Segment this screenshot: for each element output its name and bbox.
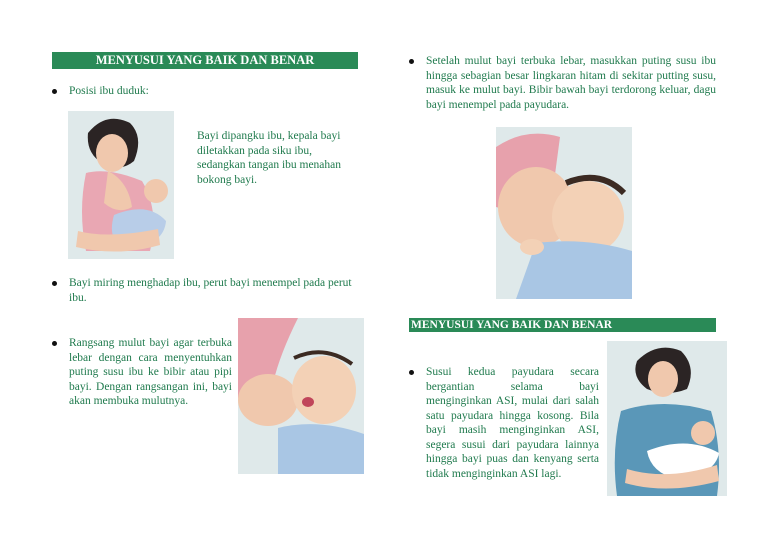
left-heading: MENYUSUI YANG BAIK DAN BENAR: [95, 53, 315, 67]
bullet-text: Rangsang mulut bayi agar terbuka lebar dengan cara menyentuhkan puting susu ibu ke bibir atau pipi bayi. Dengan rangsangan ini, bayi akan membuka mulutnya.: [69, 337, 232, 407]
bullet-dot: [52, 341, 57, 346]
right-heading-banner: [409, 318, 716, 332]
baby-rooting-illustration: [238, 318, 364, 474]
bullet-text: Posisi ibu duduk:: [69, 85, 149, 97]
bullet-dot: [52, 281, 57, 286]
left-caption-block: [197, 129, 359, 187]
bullet-dot: [52, 89, 57, 94]
left-heading-banner: [52, 52, 358, 69]
mother-sitting-illustration: [68, 111, 174, 259]
bullet-text: Setelah mulut bayi terbuka lebar, masukkan puting susu ibu hingga sebagian besar lingkaran hitam di sekitar putting susu, masuk ke mulut bayi. Bibir bawah bayi terdorong keluar, dagu bayi menempel pada payudara.: [426, 55, 716, 111]
bullet-dot: [409, 59, 414, 64]
mother-holding-illustration: [607, 341, 727, 496]
bullet-text: Bayi miring menghadap ibu, perut bayi menempel pada perut ibu.: [69, 277, 352, 304]
bullet-dot: [409, 370, 414, 375]
baby-latching-illustration: [496, 127, 632, 299]
bullet-text: Susui kedua payudara secara bergantian selama bayi menginginkan ASI, mulai dari salah satu payudara hingga kosong. Bila bayi masih menginginkan ASI, segera susui dari payudara lainnya hingga bayi puas dan kenyang serta tidak menginginkan ASI lagi.: [426, 366, 599, 480]
left-caption: Bayi dipangku ibu, kepala bayi diletakkan pada siku ibu, sedangkan tangan ibu menahan bokong bayi.: [197, 130, 342, 186]
right-heading: MENYUSUI YANG BAIK DAN BENAR: [411, 319, 613, 331]
